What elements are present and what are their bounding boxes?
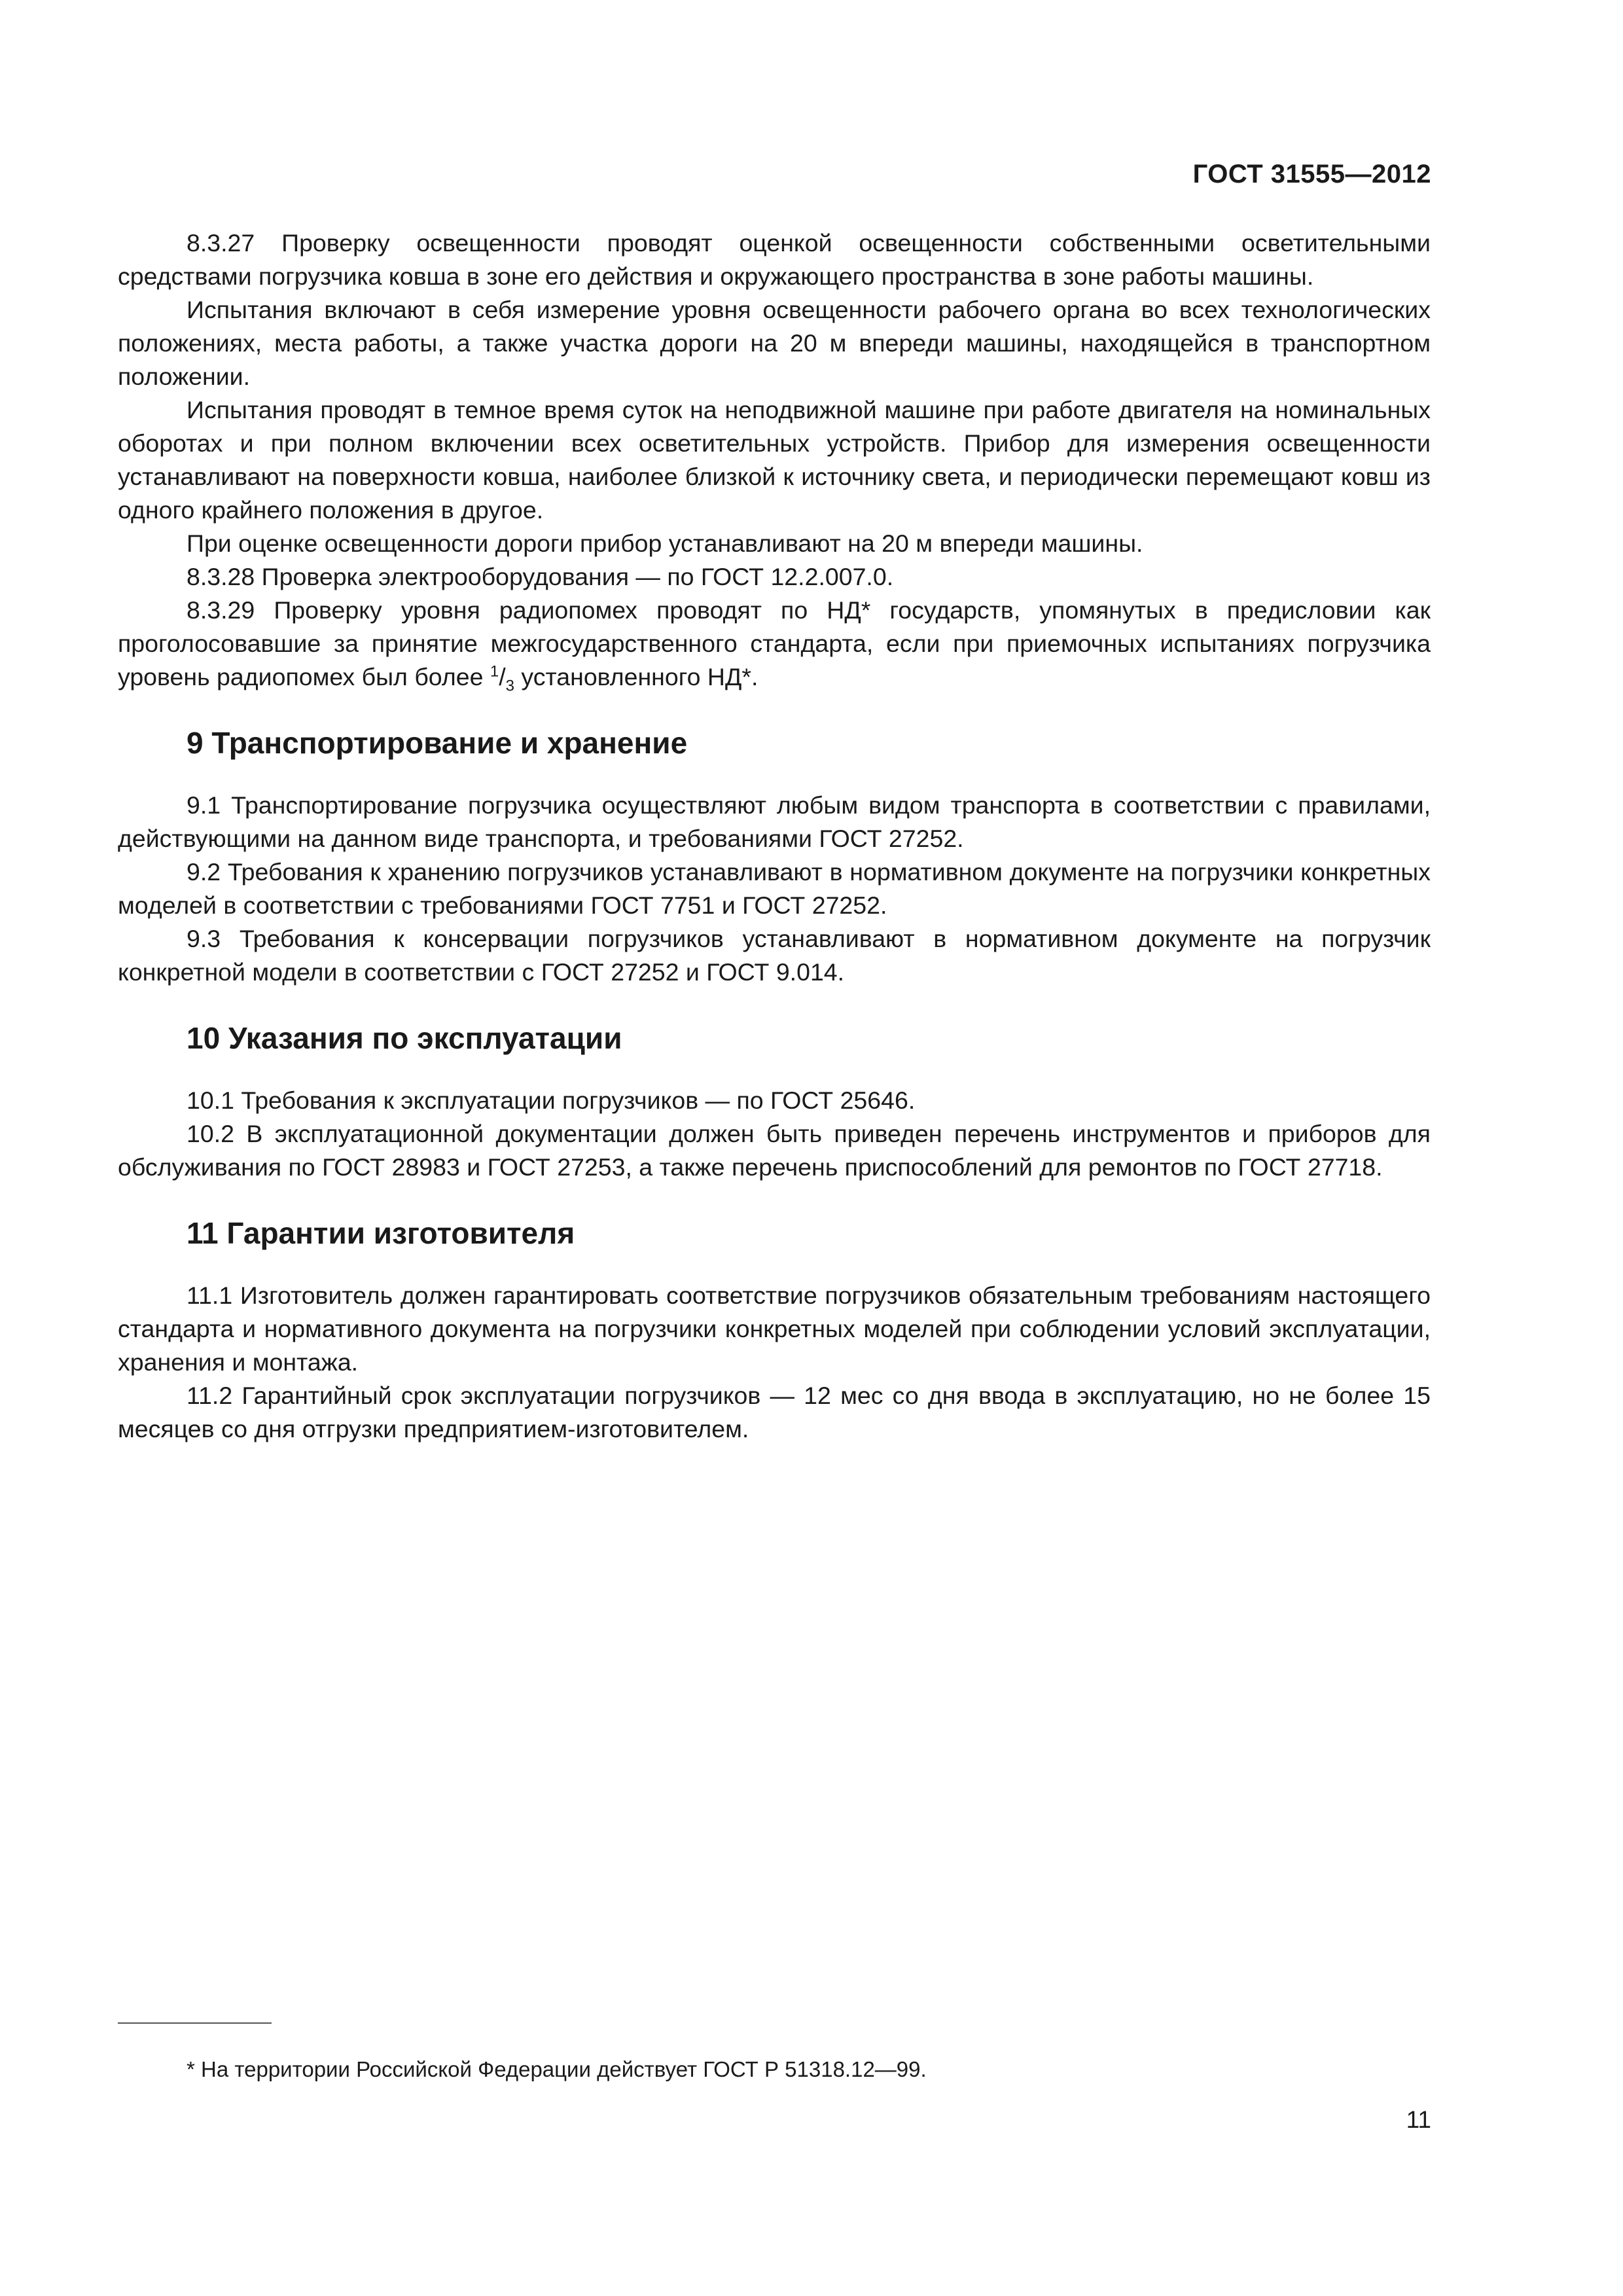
paragraph-tests-include: Испытания включают в себя измерение уровня освещенности рабочего органа во всех технологических положениях, места работы, а также участка дороги на 20 м впереди машины, находящейся в транспортном положении.	[118, 296, 1431, 390]
footnote-divider	[118, 2022, 272, 2024]
paragraph-8-3-29: 8.3.29 Проверку уровня радиопомех проводят по НД* государств, упомянутых в предисловии как проголосовавшие за принятие межгосударственного стандарта, если при приемочных испытаниях погрузчика уровень радиопомех был более $^1/_3$ установленного НД*.	[118, 596, 1431, 695]
section-heading-10: 10 Указания по эксплуатации	[187, 1021, 622, 1055]
fraction-numerator: 1	[490, 662, 499, 681]
paragraph-9-2: 9.2 Требования к хранению погрузчиков устанавливают в нормативном документе на погрузчики конкретных моделей в соответствии с требованиями ГОСТ 7751 и ГОСТ 27252.	[118, 858, 1431, 919]
section-heading-11: 11 Гарантии изготовителя	[187, 1216, 575, 1250]
paragraph-10-1: 10.1 Требования к эксплуатации погрузчиков — по ГОСТ 25646.	[187, 1086, 916, 1114]
paragraph-8-3-29-main: 8.3.29 Проверку уровня радиопомех проводят по НД* государств, упомянутых в предисловии как проголосовавшие за принятие межгосударственного стандарта, если при приемочных испытаниях погрузчика уровень радиопомех был более	[118, 596, 1431, 691]
page-number: 11	[1406, 2106, 1431, 2133]
paragraph-11-1: 11.1 Изготовитель должен гарантировать соответствие погрузчиков обязательным требованиям настоящего стандарта и нормативного документа на погрузчики конкретных моделей при соблюдении условий эксплуатации, хранения и монтажа.	[118, 1282, 1431, 1376]
fraction-denominator: 3	[505, 677, 514, 695]
paragraph-9-3: 9.3 Требования к консервации погрузчиков устанавливают в нормативном документе на погрузчик конкретной модели в соответствии с ГОСТ 27252 и ГОСТ 9.014.	[118, 925, 1431, 986]
paragraph-11-2: 11.2 Гарантийный срок эксплуатации погрузчиков — 12 мес со дня ввода в эксплуатацию, но не более 15 месяцев со дня отгрузки предприятием-изготовителем.	[118, 1382, 1431, 1443]
paragraph-9-1: 9.1 Транспортирование погрузчика осуществляют любым видом транспорта в соответствии с правилами, действующими на данном виде транспорта, и требованиями ГОСТ 27252.	[118, 791, 1431, 852]
paragraph-8-3-27: 8.3.27 Проверку освещенности проводят оценкой освещенности собственными осветительными средствами погрузчика ковша в зоне его действия и окружающего пространства в зоне работы машины.	[118, 229, 1431, 290]
paragraph-8-3-28: 8.3.28 Проверка электрооборудования — по ГОСТ 12.2.007.0.	[187, 563, 894, 590]
document-body	[118, 226, 1431, 1446]
paragraph-8-3-29-tail: установленного НД*.	[521, 663, 758, 691]
footnote: * На территории Российской Федерации действует ГОСТ Р 51318.12—99.	[187, 2057, 927, 2081]
paragraph-tests-procedure: Испытания проводят в темное время суток на неподвижной машине при работе двигателя на номинальных оборотах и при полном включении всех осветительных устройств. Прибор для измерения освещенности устанавливают на поверхности ковша, наиболее близкой к источнику света, и периодически перемещают ковш из одного крайнего положения в другое.	[118, 396, 1431, 524]
paragraph-road-lighting: При оценке освещенности дороги прибор устанавливают на 20 м впереди машины.	[187, 529, 1143, 557]
section-heading-9: 9 Транспортирование и хранение	[187, 726, 688, 760]
document-header: ГОСТ 31555—2012	[1192, 160, 1431, 188]
paragraph-10-2: 10.2 В эксплуатационной документации должен быть приведен перечень инструментов и приборов для обслуживания по ГОСТ 28983 и ГОСТ 27253, а также перечень приспособлений для ремонтов по ГОСТ 27718.	[118, 1120, 1431, 1181]
